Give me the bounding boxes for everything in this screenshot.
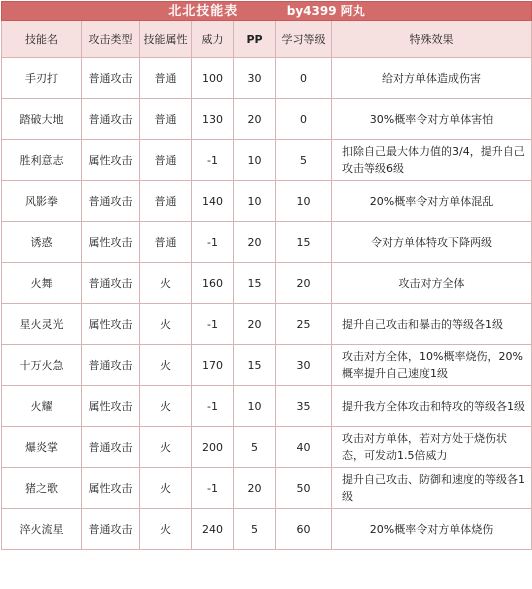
header-name: 技能名	[2, 21, 82, 58]
special-effect-cell: 20%概率令对方单体混乱	[332, 181, 532, 222]
attack-type-cell: 属性攻击	[82, 304, 140, 345]
pp-cell: 5	[234, 427, 276, 468]
table-row	[2, 263, 532, 304]
skill-name-cell: 爆炎掌	[2, 427, 82, 468]
learn-level-cell: 10	[276, 181, 332, 222]
skill-name-cell: 火耀	[2, 386, 82, 427]
pp-cell: 15	[234, 345, 276, 386]
skill-attribute-cell: 普通	[140, 58, 192, 99]
pp-cell: 20	[234, 304, 276, 345]
table-title: 北北技能表	[168, 3, 239, 19]
attack-type-cell: 属性攻击	[82, 468, 140, 509]
skill-name-cell: 踏破大地	[2, 99, 82, 140]
header-power: 威力	[192, 21, 234, 58]
table-row	[2, 58, 532, 99]
header-attr: 技能属性	[140, 21, 192, 58]
skill-attribute-cell: 火	[140, 509, 192, 550]
power-cell: 160	[192, 263, 234, 304]
learn-level-cell: 5	[276, 140, 332, 181]
table-row	[2, 304, 532, 345]
skill-attribute-cell: 火	[140, 427, 192, 468]
learn-level-cell: 0	[276, 58, 332, 99]
skill-name-cell: 火舞	[2, 263, 82, 304]
header-type: 攻击类型	[82, 21, 140, 58]
special-effect-cell: 攻击对方单体，若对方处于烧伤状态，可发动1.5倍威力	[332, 427, 532, 468]
special-effect-cell: 给对方单体造成伤害	[332, 58, 532, 99]
learn-level-cell: 35	[276, 386, 332, 427]
special-effect-cell: 令对方单体特攻下降两级	[332, 222, 532, 263]
skill-name-cell: 星火灵光	[2, 304, 82, 345]
skill-name-cell: 手刃打	[2, 58, 82, 99]
skill-name-cell: 十万火急	[2, 345, 82, 386]
skill-attribute-cell: 普通	[140, 140, 192, 181]
skill-table-container	[1, 1, 531, 550]
learn-level-cell: 40	[276, 427, 332, 468]
table-row	[2, 140, 532, 181]
attack-type-cell: 属性攻击	[82, 140, 140, 181]
pp-cell: 15	[234, 263, 276, 304]
table-author: by4399 阿丸	[286, 3, 365, 18]
header-level: 学习等级	[276, 21, 332, 58]
special-effect-cell: 提升自己攻击和暴击的等级各1级	[332, 304, 532, 345]
attack-type-cell: 普通攻击	[82, 345, 140, 386]
learn-level-cell: 30	[276, 345, 332, 386]
skill-attribute-cell: 普通	[140, 99, 192, 140]
skill-attribute-cell: 火	[140, 304, 192, 345]
special-effect-cell: 扣除自己最大体力值的3/4，提升自己攻击等级6级	[332, 140, 532, 181]
power-cell: 240	[192, 509, 234, 550]
skill-attribute-cell: 火	[140, 345, 192, 386]
power-cell: -1	[192, 386, 234, 427]
power-cell: 170	[192, 345, 234, 386]
skill-attribute-cell: 火	[140, 386, 192, 427]
skill-attribute-cell: 火	[140, 263, 192, 304]
special-effect-cell: 20%概率令对方单体烧伤	[332, 509, 532, 550]
attack-type-cell: 属性攻击	[82, 222, 140, 263]
table-row	[2, 345, 532, 386]
learn-level-cell: 60	[276, 509, 332, 550]
power-cell: 200	[192, 427, 234, 468]
attack-type-cell: 普通攻击	[82, 99, 140, 140]
power-cell: -1	[192, 468, 234, 509]
skill-name-cell: 风影拳	[2, 181, 82, 222]
power-cell: -1	[192, 304, 234, 345]
pp-cell: 10	[234, 140, 276, 181]
special-effect-cell: 提升自己攻击、防御和速度的等级各1级	[332, 468, 532, 509]
skill-table	[1, 1, 532, 550]
table-row	[2, 386, 532, 427]
power-cell: -1	[192, 222, 234, 263]
power-cell: 140	[192, 181, 234, 222]
attack-type-cell: 属性攻击	[82, 386, 140, 427]
table-row	[2, 222, 532, 263]
header-pp: PP	[234, 21, 276, 58]
skill-name-cell: 猪之歌	[2, 468, 82, 509]
learn-level-cell: 15	[276, 222, 332, 263]
attack-type-cell: 普通攻击	[82, 427, 140, 468]
title-row	[2, 2, 532, 21]
skill-name-cell: 诱惑	[2, 222, 82, 263]
attack-type-cell: 普通攻击	[82, 509, 140, 550]
pp-cell: 20	[234, 468, 276, 509]
learn-level-cell: 20	[276, 263, 332, 304]
special-effect-cell: 攻击对方全体，10%概率烧伤，20%概率提升自己速度1级	[332, 345, 532, 386]
skill-name-cell: 淬火流星	[2, 509, 82, 550]
attack-type-cell: 普通攻击	[82, 181, 140, 222]
skill-attribute-cell: 普通	[140, 222, 192, 263]
learn-level-cell: 50	[276, 468, 332, 509]
pp-cell: 20	[234, 222, 276, 263]
header-effect: 特殊效果	[332, 21, 532, 58]
pp-cell: 20	[234, 99, 276, 140]
special-effect-cell: 30%概率令对方单体害怕	[332, 99, 532, 140]
power-cell: 130	[192, 99, 234, 140]
pp-cell: 30	[234, 58, 276, 99]
special-effect-cell: 攻击对方全体	[332, 263, 532, 304]
skill-attribute-cell: 火	[140, 468, 192, 509]
table-body	[2, 58, 532, 550]
power-cell: 100	[192, 58, 234, 99]
table-row	[2, 99, 532, 140]
pp-cell: 5	[234, 509, 276, 550]
learn-level-cell: 25	[276, 304, 332, 345]
attack-type-cell: 普通攻击	[82, 263, 140, 304]
header-row	[2, 21, 532, 58]
pp-cell: 10	[234, 386, 276, 427]
learn-level-cell: 0	[276, 99, 332, 140]
skill-attribute-cell: 普通	[140, 181, 192, 222]
table-row	[2, 468, 532, 509]
power-cell: -1	[192, 140, 234, 181]
special-effect-cell: 提升我方全体攻击和特攻的等级各1级	[332, 386, 532, 427]
table-row	[2, 181, 532, 222]
table-row	[2, 427, 532, 468]
table-row	[2, 509, 532, 550]
skill-name-cell: 胜利意志	[2, 140, 82, 181]
attack-type-cell: 普通攻击	[82, 58, 140, 99]
pp-cell: 10	[234, 181, 276, 222]
